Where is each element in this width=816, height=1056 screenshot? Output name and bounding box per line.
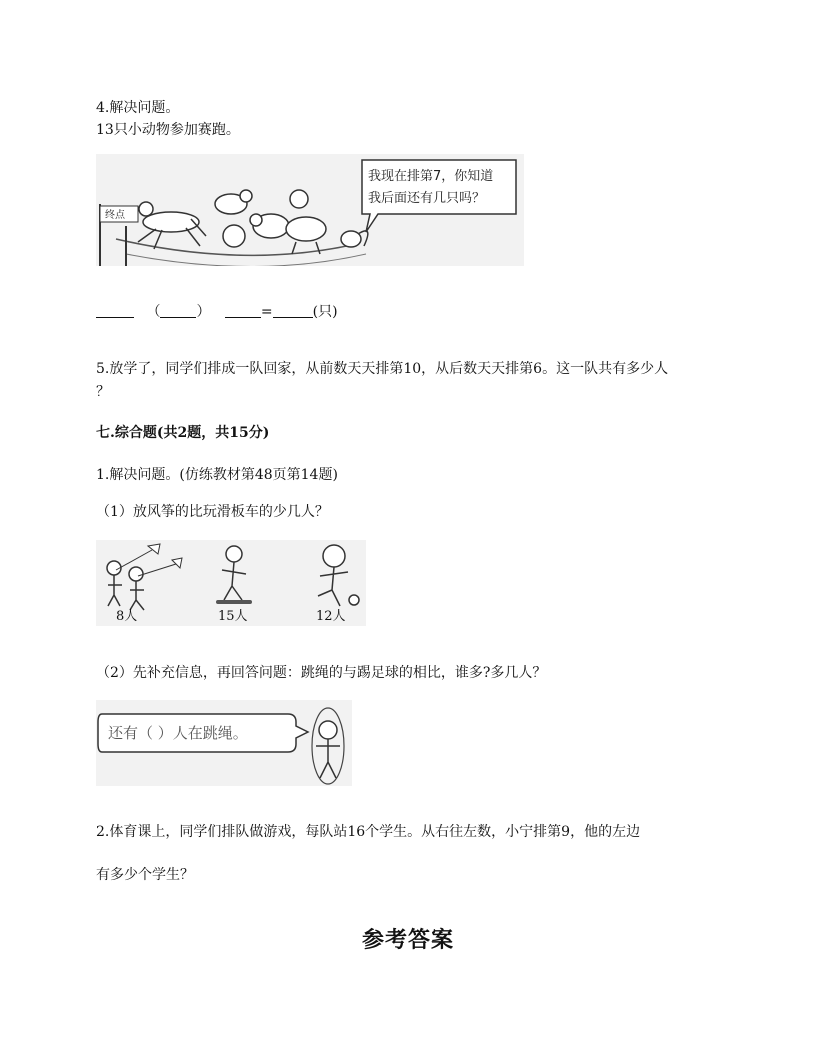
jump-rope-bubble-text: 还有（ ）人在跳绳。 [108, 724, 248, 742]
question-5-line2: ？ [96, 384, 110, 400]
close-paren: ） [196, 304, 211, 320]
answer-blank-1[interactable] [96, 303, 134, 318]
jump-rope-image [96, 700, 352, 786]
answer-line-q4 [96, 303, 338, 321]
comprehensive-1-part2: （2）先补充信息，再回答问题：跳绳的与踢足球的相比，谁多?多几人？ [96, 665, 547, 681]
comprehensive-1-part1: （1）放风筝的比玩滑板车的少几人？ [96, 504, 329, 520]
activities-illustration [96, 540, 366, 626]
question-4-title: 4.解决问题。 [96, 100, 180, 116]
answer-blank-result[interactable] [273, 303, 313, 318]
comprehensive-1-title: 1.解决问题。(仿练教材第48页第14题) [96, 467, 338, 483]
bubble-text-line1: 我现在排第7，你知道 [368, 169, 494, 184]
bubble-text-line2: 我后面还有几只吗？ [368, 191, 486, 206]
open-paren: （ [146, 304, 161, 320]
question-5-line1: 5.放学了，同学们排成一队回家，从前数天天排第10，从后数天天排第6。这一队共有多少人 [96, 361, 669, 377]
football-count: 12人 [316, 609, 346, 624]
skateboard-count: 15人 [218, 609, 248, 624]
question-4-subtitle: 13只小动物参加赛跑。 [96, 122, 240, 138]
jump-rope-illustration [96, 700, 352, 786]
answer-blank-operator[interactable] [160, 303, 196, 318]
section-7-heading: 七.综合题(共2题，共15分) [96, 425, 270, 441]
kite-count: 8人 [116, 609, 138, 624]
race-illustration [96, 154, 524, 266]
comprehensive-2-line1: 2.体育课上，同学们排队做游戏，每队站16个学生。从右往左数，小宁排第9，他的左边 [96, 824, 641, 840]
equals-sign: = [260, 304, 273, 320]
race-animals-image [96, 154, 524, 266]
answer-blank-2[interactable] [225, 303, 261, 318]
finish-sign-text: 终点 [105, 210, 125, 221]
reference-answers-heading: 参考答案 [361, 927, 454, 953]
comprehensive-2-line2: 有多少个学生？ [96, 867, 194, 883]
unit-label: (只) [312, 304, 338, 320]
